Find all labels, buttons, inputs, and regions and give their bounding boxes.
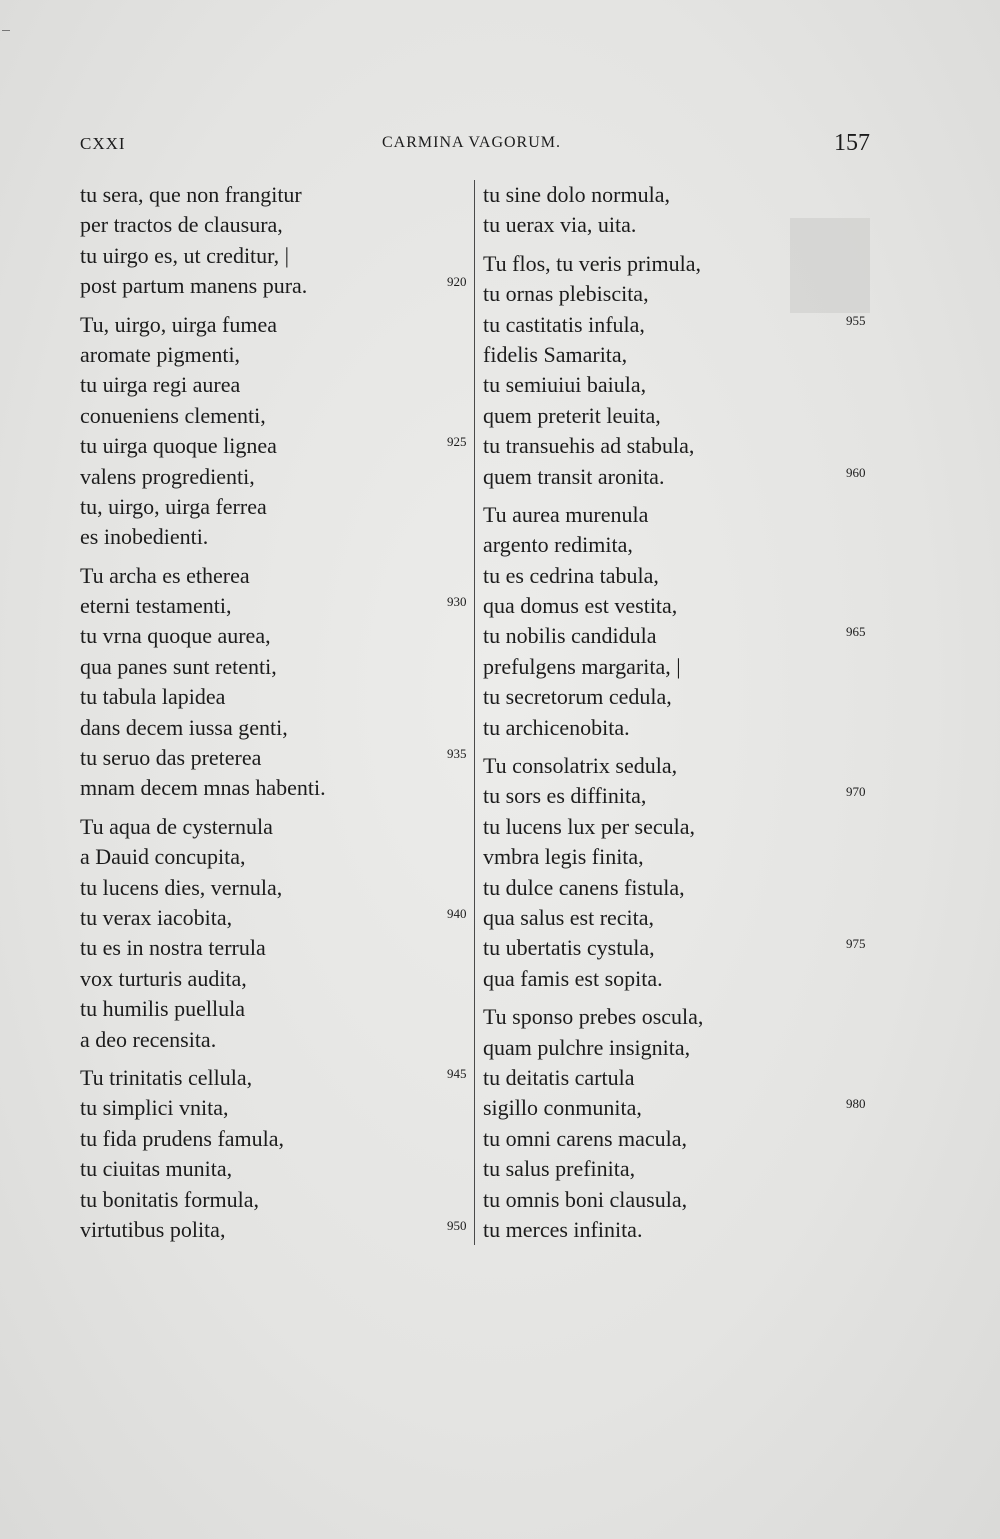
verse-text: per tractos de clausura, xyxy=(80,212,283,238)
verse-line xyxy=(483,713,883,743)
verse-text: fidelis Samarita, xyxy=(483,341,628,367)
verse-line xyxy=(483,933,883,963)
verse-line xyxy=(483,249,883,279)
verse-line xyxy=(80,431,475,461)
verse-line xyxy=(483,1002,883,1032)
verse-text: tu uerax via, uita. xyxy=(483,212,637,238)
verse-text: tu sine dolo normula, xyxy=(483,182,670,207)
verse-line xyxy=(80,873,475,903)
verse-text: tu simplici vnita, xyxy=(80,1095,229,1121)
line-number: 975 xyxy=(846,936,866,952)
verse-text: tu nobilis candidula xyxy=(483,623,657,649)
section-number: CXXI xyxy=(80,134,126,153)
verse-text: Tu consolatrix sedula, xyxy=(483,753,678,779)
verse-text: tu lucens dies, vernula, xyxy=(80,874,283,900)
verse-text: tu uirga regi aurea xyxy=(80,372,241,398)
verse-text: tu uirgo es, ut creditur, | xyxy=(80,242,290,268)
running-title: CARMINA VAGORUM. xyxy=(382,134,561,151)
verse-text: tu dulce canens fistula, xyxy=(483,874,685,900)
verse-line xyxy=(80,994,475,1024)
stanza xyxy=(80,812,475,1055)
verse-text: tu secretorum cedula, xyxy=(483,684,672,710)
verse-line xyxy=(483,682,883,712)
verse-text: tu bonitatis formula, xyxy=(80,1186,260,1212)
verse-line xyxy=(483,530,883,560)
verse-text: Tu archa es etherea xyxy=(80,562,250,588)
verse-text: tu merces infinita. xyxy=(483,1216,643,1242)
line-number: 935 xyxy=(447,746,467,762)
verse-text: quem preterit leuita, xyxy=(483,402,661,428)
verse-text: tu tabula lapidea xyxy=(80,684,226,710)
verse-line xyxy=(80,842,475,872)
line-number: 970 xyxy=(846,784,866,800)
verse-line xyxy=(80,462,475,492)
line-number: 925 xyxy=(447,434,467,450)
verse-line xyxy=(483,210,883,240)
verse-text: a Dauid concupita, xyxy=(80,844,246,870)
stanza xyxy=(483,500,883,743)
verse-line xyxy=(80,271,475,301)
verse-line xyxy=(483,903,883,933)
line-number: 920 xyxy=(447,274,467,290)
verse-line xyxy=(483,1215,883,1245)
line-number: 965 xyxy=(846,624,866,640)
verse-text: valens progredienti, xyxy=(80,463,255,489)
verse-text: tu seruo das preterea xyxy=(80,745,262,771)
verse-text: tu semiuiui baiula, xyxy=(483,372,647,398)
verse-text: eterni testamenti, xyxy=(80,593,232,619)
stanza xyxy=(80,1063,475,1245)
verse-text: tu castitatis infula, xyxy=(483,311,645,337)
verse-text: es inobedienti. xyxy=(80,524,209,550)
verse-line xyxy=(80,340,475,370)
verse-line xyxy=(483,812,883,842)
verse-line xyxy=(80,933,475,963)
verse-line xyxy=(483,751,883,781)
verse-text: qua famis est sopita. xyxy=(483,965,663,991)
verse-text: Tu sponso prebes oscula, xyxy=(483,1004,704,1030)
verse-line xyxy=(483,1063,883,1093)
verse-text: vox turturis audita, xyxy=(80,965,247,991)
stanza xyxy=(483,751,883,994)
verse-text: tu lucens lux per secula, xyxy=(483,813,695,839)
line-number: 930 xyxy=(447,594,467,610)
stanza xyxy=(483,1002,883,1245)
verse-text: tu vrna quoque aurea, xyxy=(80,623,271,649)
stanza xyxy=(80,561,475,804)
stanza xyxy=(483,249,883,492)
verse-line xyxy=(80,903,475,933)
verse-text: dans decem iussa genti, xyxy=(80,714,288,740)
verse-line xyxy=(80,773,475,803)
verse-text: tu fida prudens famula, xyxy=(80,1125,285,1151)
verse-text: Tu aurea murenula xyxy=(483,501,649,527)
verse-text: tu sors es diffinita, xyxy=(483,783,647,809)
running-header xyxy=(80,130,870,160)
verse-line xyxy=(483,1185,883,1215)
verse-line xyxy=(483,279,883,309)
verse-line xyxy=(483,842,883,872)
verse-text: quam pulchre insignita, xyxy=(483,1034,691,1060)
verse-line xyxy=(80,1124,475,1154)
verse-text: tu humilis puellula xyxy=(80,996,245,1022)
verse-text: tu sera, que non frangitur xyxy=(80,182,302,207)
left-verse-column xyxy=(80,180,475,1253)
verse-text: Tu flos, tu veris primula, xyxy=(483,250,701,276)
verse-line xyxy=(483,561,883,591)
verse-text: tu uirga quoque lignea xyxy=(80,433,277,459)
verse-line xyxy=(483,591,883,621)
verse-line xyxy=(80,652,475,682)
verse-line xyxy=(483,964,883,994)
line-number: 955 xyxy=(846,312,866,328)
verse-line xyxy=(80,180,475,210)
verse-line xyxy=(483,500,883,530)
verse-line xyxy=(80,591,475,621)
column-divider xyxy=(474,180,475,1245)
stanza xyxy=(80,310,475,553)
verse-text: virtutibus polita, xyxy=(80,1216,226,1242)
verse-line xyxy=(483,370,883,400)
line-number: 940 xyxy=(447,905,467,921)
verse-line xyxy=(483,340,883,370)
verse-line xyxy=(80,492,475,522)
margin-mark xyxy=(2,30,10,31)
verse-line xyxy=(483,1124,883,1154)
line-number: 950 xyxy=(447,1217,467,1233)
verse-line xyxy=(483,310,883,340)
verse-text: tu es cedrina tabula, xyxy=(483,562,659,588)
verse-line xyxy=(80,1154,475,1184)
verse-line xyxy=(80,713,475,743)
verse-text: sigillo conmunita, xyxy=(483,1095,642,1121)
verse-line xyxy=(80,621,475,651)
verse-line xyxy=(483,401,883,431)
verse-text: tu ubertatis cystula, xyxy=(483,935,655,961)
verse-line xyxy=(80,743,475,773)
verse-text: tu ciuitas munita, xyxy=(80,1156,233,1182)
verse-line xyxy=(80,401,475,431)
verse-line xyxy=(80,1025,475,1055)
verse-line xyxy=(80,812,475,842)
verse-line xyxy=(483,462,883,492)
verse-line xyxy=(80,1063,475,1093)
verse-text: Tu, uirgo, uirga fumea xyxy=(80,311,277,337)
verse-text: tu deitatis cartula xyxy=(483,1064,635,1090)
verse-line xyxy=(80,370,475,400)
verse-text: tu omnis boni clausula, xyxy=(483,1186,688,1212)
verse-text: post partum manens pura. xyxy=(80,273,308,299)
verse-line xyxy=(483,621,883,651)
stanza xyxy=(80,180,475,302)
verse-line xyxy=(80,1093,475,1123)
verse-line xyxy=(483,1154,883,1184)
verse-line xyxy=(80,561,475,591)
right-verse-column xyxy=(483,180,883,1253)
verse-line xyxy=(80,310,475,340)
verse-line xyxy=(80,210,475,240)
verse-text: tu omni carens macula, xyxy=(483,1125,688,1151)
verse-line xyxy=(483,431,883,461)
verse-text: a deo recensita. xyxy=(80,1026,217,1052)
line-number: 945 xyxy=(447,1065,467,1081)
verse-line xyxy=(483,873,883,903)
verse-text: argento redimita, xyxy=(483,532,633,558)
verse-text: aromate pigmenti, xyxy=(80,341,241,367)
verse-line xyxy=(483,1093,883,1123)
page-number: 157 xyxy=(834,130,870,156)
verse-text: prefulgens margarita, | xyxy=(483,653,681,679)
verse-line xyxy=(483,180,883,210)
verse-text: qua salus est recita, xyxy=(483,904,655,930)
verse-text: qua domus est vestita, xyxy=(483,593,678,619)
verse-text: tu verax iacobita, xyxy=(80,904,233,930)
verse-line xyxy=(80,1185,475,1215)
verse-line xyxy=(483,652,883,682)
verse-text: conueniens clementi, xyxy=(80,402,266,428)
verse-text: tu archicenobita. xyxy=(483,714,630,740)
verse-text: mnam decem mnas habenti. xyxy=(80,775,326,801)
verse-text: tu salus prefinita, xyxy=(483,1156,636,1182)
verse-text: qua panes sunt retenti, xyxy=(80,653,277,679)
verse-text: tu transuehis ad stabula, xyxy=(483,433,695,459)
verse-line xyxy=(80,241,475,271)
verse-line xyxy=(80,964,475,994)
verse-line xyxy=(483,1033,883,1063)
verse-line xyxy=(80,1215,475,1245)
stanza xyxy=(483,180,883,241)
verse-text: vmbra legis finita, xyxy=(483,844,644,870)
line-number: 960 xyxy=(846,464,866,480)
verse-text: tu ornas plebiscita, xyxy=(483,281,649,307)
verse-line xyxy=(80,522,475,552)
verse-text: tu, uirgo, uirga ferrea xyxy=(80,493,267,519)
line-number: 980 xyxy=(846,1096,866,1112)
verse-text: tu es in nostra terrula xyxy=(80,935,266,961)
verse-text: Tu trinitatis cellula, xyxy=(80,1064,253,1090)
verse-line xyxy=(80,682,475,712)
verse-text: quem transit aronita. xyxy=(483,463,665,489)
verse-line xyxy=(483,781,883,811)
verse-text: Tu aqua de cysternula xyxy=(80,813,273,839)
